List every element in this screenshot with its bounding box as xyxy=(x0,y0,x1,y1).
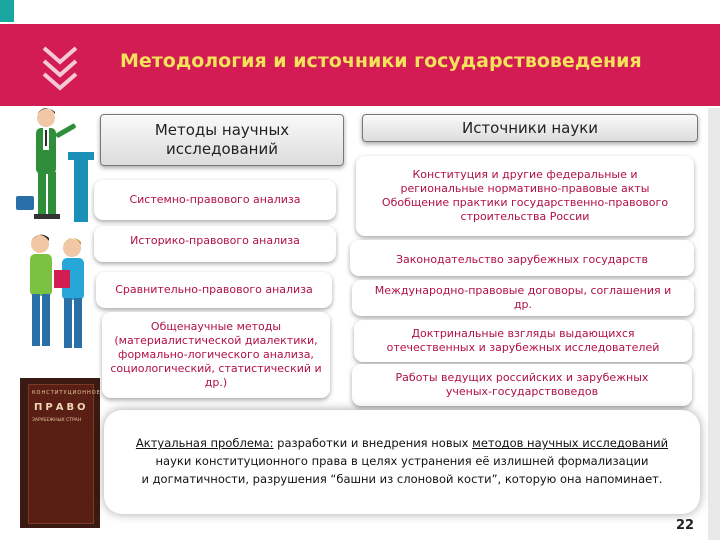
problem-line2: науки конституционного права в целях устранения её излишней формализации xyxy=(155,454,649,469)
problem-lead: Актуальная проблема: xyxy=(135,436,274,451)
problem-text: разработки и внедрения новых xyxy=(273,436,473,451)
book-cover-image xyxy=(20,378,100,528)
problem-line1 xyxy=(136,435,668,453)
chevron-down-icon xyxy=(38,42,82,92)
source-item: Законодательство зарубежных государств xyxy=(350,240,694,276)
source-item: Международно-правовые договоры, соглашения и др. xyxy=(352,280,694,316)
method-item: Общенаучные методы (материалистической диалектики, формально-логического анализа, социологический, статистический и др.) xyxy=(102,312,330,398)
method-item: Историко-правового анализа xyxy=(94,226,336,262)
source-item: Доктринальные взгляды выдающихся отечественных и зарубежных исследователей xyxy=(354,320,692,362)
presenter-figure-icon xyxy=(12,104,104,226)
title-banner xyxy=(0,24,720,106)
book-title-line3: ЗАРУБЕЖНЫХ СТРАН xyxy=(32,418,82,423)
students-figure-icon xyxy=(14,230,100,358)
problem-statement xyxy=(104,410,700,514)
page-number: 22 xyxy=(676,518,695,533)
problem-line3: и догматичности, разрушения “башни из слоновой кости”, которую она напоминает. xyxy=(141,471,663,486)
right-edge-bar xyxy=(708,108,720,540)
source-item: Конституция и другие федеральные и региональные нормативно-правовые акты Обобщение практики государственно-правового строительства России xyxy=(356,156,694,236)
method-item: Сравнительно-правового анализа xyxy=(96,272,332,308)
slide-title: Методология и источники государствоведения xyxy=(120,50,642,72)
source-item: Работы ведущих российских и зарубежных ученых-государствоведов xyxy=(352,364,692,406)
top-strip xyxy=(0,0,720,22)
methods-link[interactable]: методов научных исследований xyxy=(472,436,669,451)
book-title-line2: ПРАВО xyxy=(34,402,89,413)
method-item: Системно-правового анализа xyxy=(94,180,336,220)
teal-accent xyxy=(0,0,14,22)
sources-header: Источники науки xyxy=(362,114,698,142)
book-title-line1: КОНСТИТУЦИОННОЕ xyxy=(32,390,101,396)
methods-header: Методы научных исследований xyxy=(100,114,344,166)
